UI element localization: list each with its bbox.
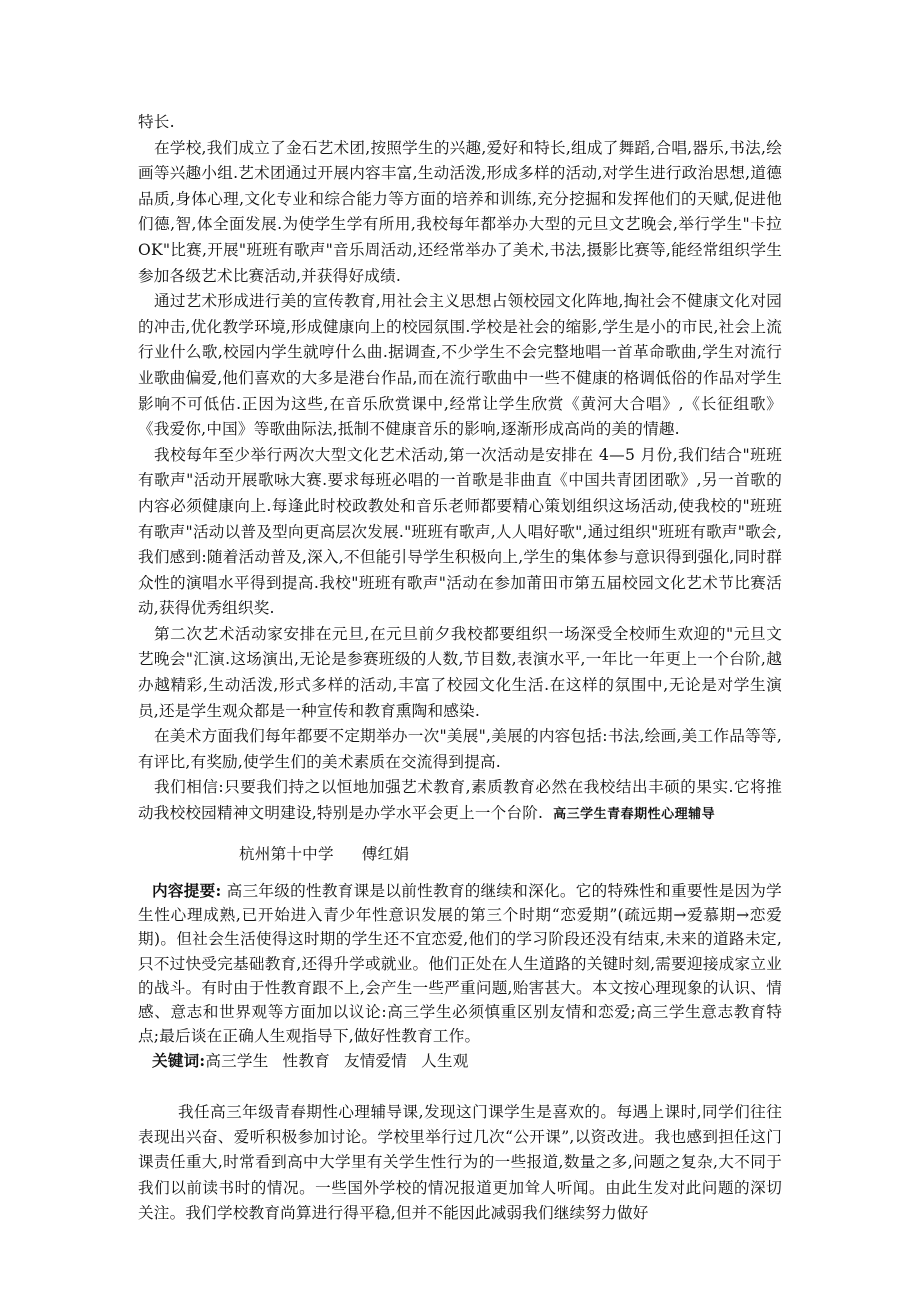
paragraph: 我校每年至少举行两次大型文化艺术活动,第一次活动是安排在 4—5 月份,我们结合"班班有歌声"活动开展歌咏大赛.要求每班必唱的一首歌是非曲直《中国共青团团歌》,另一首歌的内容必须健康向上.每逢此时校政教处和音乐老师都要精心策划组织这场活动,使我校的"班班有歌声"活动以普及型向更高层次发展."班班有歌声,人人唱好歌",通过组织"班班有歌声"歌会,我们感到:随着活动普及,深入,不但能引导学生积极向上,学生的集体参与意识得到强化,同时群众性的演唱水平得到提高.我校"班班有歌声"活动在参加莆田市第五届校园文化艺术节比赛活动,获得优秀组织奖. [138, 445, 782, 618]
document-page [138, 110, 782, 1226]
keyword: 人生观 [421, 1051, 469, 1070]
abstract-paragraph [138, 879, 782, 1049]
paragraph: 在美术方面我们每年都要不定期举办一次"美展",美展的内容包括:书法,绘画,美工作品等等,有评比,有奖励,使学生们的美术素质在交流得到提高. [138, 727, 782, 771]
school-name: 杭州第十中学 [239, 844, 334, 863]
last-paragraph [138, 775, 782, 827]
keywords-label: 关键词: [152, 1050, 206, 1070]
abstract [138, 879, 782, 1073]
keyword: 高三学生 [205, 1051, 269, 1070]
keywords [138, 1049, 782, 1073]
body-paragraph: 我任高三年级青春期性心理辅导课,发现这门课学生是喜欢的。每遇上课时,同学们往往表现出兴奋、爱听积极参加讨论。学校里举行过几次“公开课”,以资改进。我也感到担任这门课责任重大,时常看到高中大学里有关学生性行为的一些报道,数量之多,问题之复杂,大不同于我们以前读书时的情况。一些国外学校的情况报道更加耸人听闻。由此生发对此问题的深切关注。我们学校教育尚算进行得平稳,但并不能因此减弱我们继续努力做好 [138, 1103, 782, 1222]
paragraph: 第二次艺术活动家安排在元旦,在元旦前夕我校都要组织一场深受全校师生欢迎的"元旦文艺晚会"汇演.这场演出,无论是参赛班级的人数,节目数,表演水平,一年比一年更上一个台阶,越办越精彩,生动活泼,形式多样的活动,丰富了校园文化生活.在这样的氛围中,无论是对学生演员,还是学生观众都是一种宣传和教育熏陶和感染. [138, 624, 782, 720]
keyword: 性教育 [282, 1051, 330, 1070]
paragraph: 通过艺术形成进行美的宣传教育,用社会主义思想占领校园文化阵地,掏社会不健康文化对园的冲击,优化教学环境,形成健康向上的校园氛围.学校是社会的缩影,学生是小的市民,社会上流行业什么歌,校园内学生就哼什么曲.据调查,不少学生不会完整地唱一首革命歌曲,学生对流行业歌曲偏爱,他们喜欢的大多是港台作品,而在流行歌曲中一些不健康的格调低俗的作品对学生影响不可低估.正因为这些,在音乐欣赏课中,经常让学生欣赏《黄河大合唱》,《长征组歌》《我爱你,中国》等歌曲际法,抵制不健康音乐的影响,逐渐形成高尚的美的情趣. [138, 292, 782, 439]
abstract-label: 内容提要: [152, 880, 222, 900]
paragraph-text: 我们相信:只要我们持之以恒地加强艺术教育,素质教育必然在我校结出丰硕的果实.它将推动我校校园精神文明建设,特别是办学水平会更上一个台阶. [138, 778, 782, 823]
paragraph: 在学校,我们成立了金石艺术团,按照学生的兴趣,爱好和特长,组成了舞蹈,合唱,器乐,书法,绘画等兴趣小组.艺术团通过开展内容丰富,生动活泼,形成多样的活动,对学生进行政治思想,道德品质,身体心理,文化专业和综合能力等方面的培养和训练,充分挖掘和发挥他们的天赋,促进他们德,智,体全面发展.为使学生学有所用,我校每年都举办大型的元旦文艺晚会,举行学生"卡拉 OK"比赛,开展"班班有歌声"音乐周活动,还经常举办了美术,书法,摄影比赛等,能经常组织学生参加各级艺术比赛活动,并获得好成绩. [138, 138, 782, 285]
article-body [138, 1100, 782, 1226]
art-education-section [138, 110, 782, 828]
article-title: 高三学生青春期性心理辅导 [553, 807, 716, 823]
keyword: 友情爱情 [343, 1051, 408, 1070]
author-name: 傅红娟 [361, 844, 410, 863]
author-line [138, 842, 782, 866]
abstract-text: 高三年级的性教育课是以前性教育的继续和深化。它的特殊性和重要性是因为学生性心理成熟,已开始进入青少年性意识发展的第三个时期“恋爱期”(疏远期→爱慕期→恋爱期)。但社会生活使得这时期的学生还不宜恋爱,他们的学习阶段还没有结束,未来的道路未定,只不过快受完基础教育,还得升学或就业。他们正处在人生道路的关键时刻,需要迎接成家立业的战斗。有时由于性教育跟不上,会产生一些严重问题,贻害甚大。本文按心理现象的认识、情感、意志和世界观等方面加以议论:高三学生必须慎重区别友情和恋爱;高三学生意志教育特点;最后谈在正确人生观指导下,做好性教育工作。 [138, 881, 782, 1046]
paragraph: 特长. [138, 113, 175, 131]
